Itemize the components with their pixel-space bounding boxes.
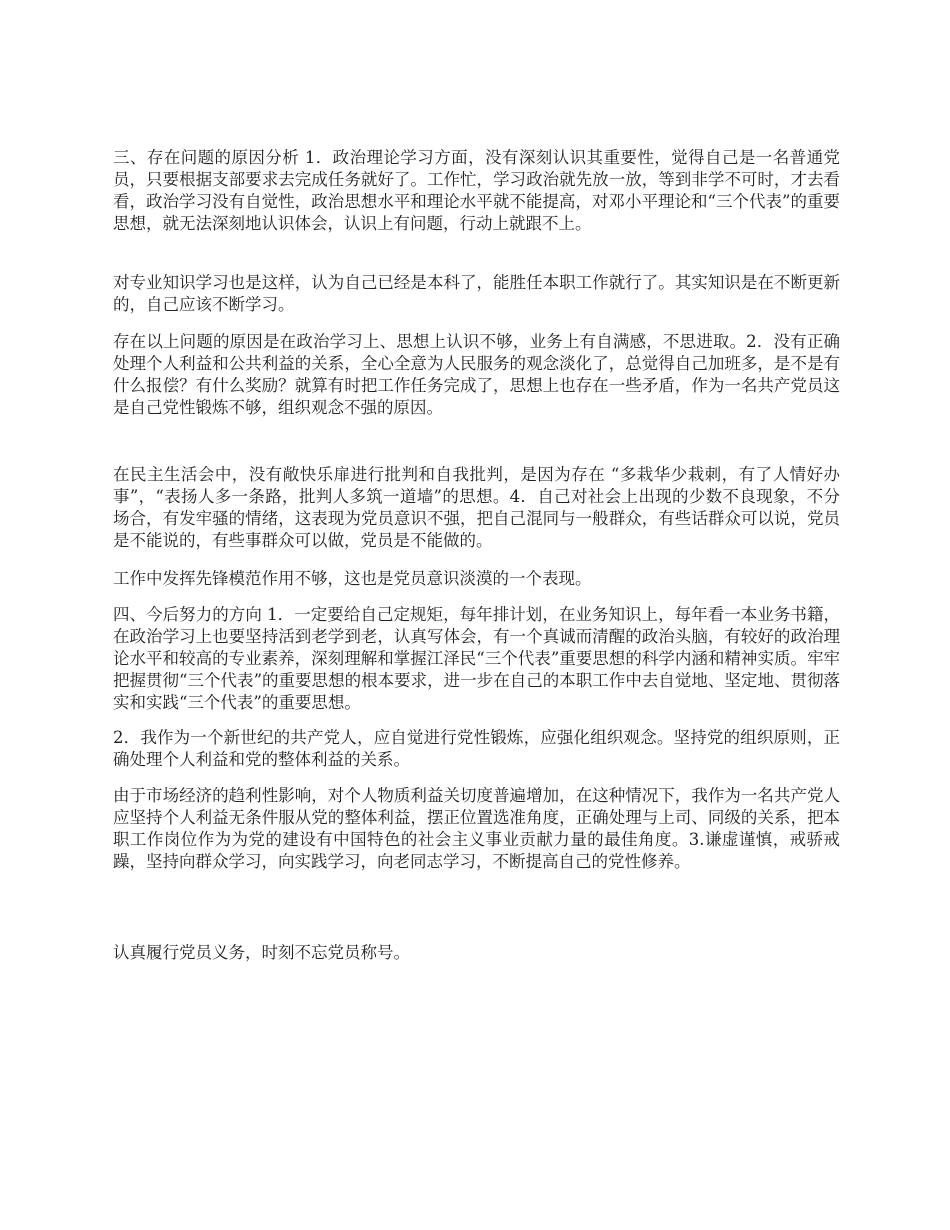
paragraph-member-duty: 认真履行党员义务，时刻不忘党员称号。: [113, 943, 410, 962]
paragraph-interest-relation: 存在以上问题的原因是在政治学习上、思想上认识不够，业务上有自满感，不思进取。2．没有正确处理个人利益和公共利益的关系，全心全意为人民服务的观念淡化了，总觉得自己加班多，是不是有什么报偿？有什么奖励？就算有时把工作任务完成了，思想上也存在一些矛盾，作为一名共产党员这是自己党性锻炼不够，组织观念不强的原因。: [113, 332, 840, 417]
paragraph-professional-study: 对专业知识学习也是这样，认为自己已经是本科了，能胜任本职工作就行了。其实知识是在不断更新的，自己应该不断学习。: [113, 273, 840, 314]
paragraph-party-spirit: 2．我作为一个新世纪的共产党人，应自觉进行党性锻炼，应强化组织观念。坚持党的组织原则，正确处理个人利益和党的整体利益的关系。: [113, 728, 840, 769]
paragraph-vanguard-role: 工作中发挥先锋模范作用不够，这也是党员意识淡漠的一个表现。: [113, 569, 592, 588]
paragraph-future-direction: 四、今后努力的方向 1．一定要给自己定规矩，每年排计划，在业务知识上，每年看一本业务书籍，在政治学习上也要坚持活到老学到老，认真写体会，有一个真诚而清醒的政治头脑，有较好的政治理论水平和较高的专业素养，深刻理解和掌握江泽民“三个代表”重要思想的科学内涵和精神实质。牢牢把握贯彻“三个代表”的重要思想的根本要求，进一步在自己的本职工作中去自觉地、坚定地、贯彻落实和实践“三个代表”的重要思想。: [113, 605, 840, 712]
paragraph-market-economy: 由于市场经济的趋利性影响，对个人物质利益关切度普遍增加，在这种情况下，我作为一名共产党人应坚持个人利益无条件服从党的整体利益，摆正位置选准角度，正确处理与上司、同级的关系，把本职工作岗位作为为党的建设有中国特色的社会主义事业贡献力量的最佳角度。3.谦虚谨慎，戒骄戒躁，坚持向群众学习，向实践学习，向老同志学习，不断提高自己的党性修养。: [113, 786, 840, 871]
paragraph-cause-analysis: 三、存在问题的原因分析 1．政治理论学习方面，没有深刻认识其重要性，觉得自己是一名普通党员，只要根据支部要求去完成任务就好了。工作忙，学习政治就先放一放，等到非学不可时，才去看看，政治学习没有自觉性，政治思想水平和理论水平就不能提高，对邓小平理论和“三个代表”的重要思想，就无法深刻地认识体会，认识上有问题，行动上就跟不上。: [113, 148, 840, 233]
paragraph-democratic-life: 在民主生活会中，没有敞快乐扉进行批判和自我批判，是因为存在 “多栽华少栽刺，有了人情好办事”，“表扬人多一条路，批判人多筑一道墙”的思想。4．自己对社会上出现的少数不良现象，不分场合，有发牢骚的情绪，这表现为党员意识不强，把自己混同与一般群众，有些话群众可以说，党员是不能说的，有些事群众可以做，党员是不能做的。: [113, 465, 840, 550]
